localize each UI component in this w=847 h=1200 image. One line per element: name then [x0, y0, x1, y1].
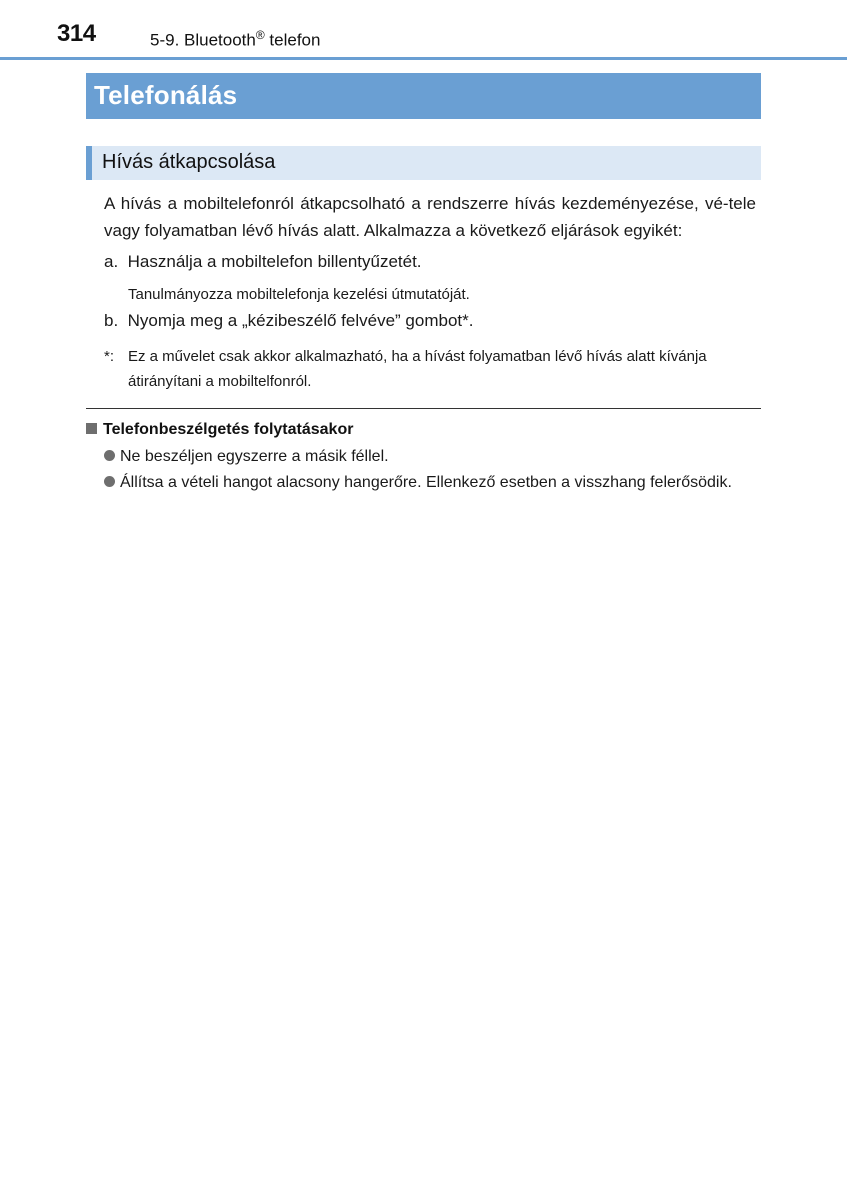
step-b-text: Nyomja meg a „kézibeszélő felvéve” gombot*. — [127, 311, 474, 330]
list-item — [104, 448, 389, 466]
header-rule — [0, 57, 847, 60]
intro-paragraph: A hívás a mobiltelefonról átkapcsolható a rendszerre hívás kezdeményezése, vé-tele vagy folyamatban lévő hívás alatt. Alkalmazza a következő eljárások egyikét: — [104, 194, 756, 240]
footnote-text: Ez a művelet csak akkor alkalmazható, ha a hívást folyamatban lévő hívás alatt kívánja átirányítani a mobiltelfonról. — [128, 348, 707, 390]
chapter-name: 5-9. Bluetooth — [150, 30, 256, 50]
step-a — [104, 252, 422, 272]
subsection-title: Hívás átkapcsolása — [102, 151, 276, 173]
page-header — [0, 0, 847, 60]
subsection-title-bar — [86, 146, 761, 180]
info-heading — [86, 421, 353, 439]
section-title: Telefonálás — [94, 80, 238, 110]
page-number: 314 — [57, 20, 96, 47]
info-heading-text: Telefonbeszélgetés folytatásakor — [103, 421, 354, 438]
section-title-bar — [86, 73, 761, 119]
chapter-suffix: telefon — [264, 30, 321, 50]
list-item — [104, 474, 732, 492]
chapter-title — [150, 28, 320, 51]
step-b — [104, 311, 473, 331]
registered-mark: ® — [255, 28, 265, 42]
step-b-marker: b. — [104, 311, 119, 330]
bullet-text: Állítsa a vételi hangot alacsony hangerőre. Ellenkező esetben a visszhang felerősödik. — [120, 474, 732, 491]
section-divider — [86, 408, 761, 409]
footnote-mark: *: — [104, 348, 115, 365]
circle-bullet-icon — [104, 476, 115, 487]
circle-bullet-icon — [104, 450, 115, 461]
step-a-marker: a. — [104, 252, 119, 271]
bullet-text: Ne beszéljen egyszerre a másik féllel. — [120, 448, 389, 465]
step-a-note: Tanulmányozza mobiltelefonja kezelési útmutatóját. — [128, 286, 470, 303]
square-bullet-icon — [86, 423, 97, 434]
step-a-text: Használja a mobiltelefon billentyűzetét. — [127, 252, 422, 271]
